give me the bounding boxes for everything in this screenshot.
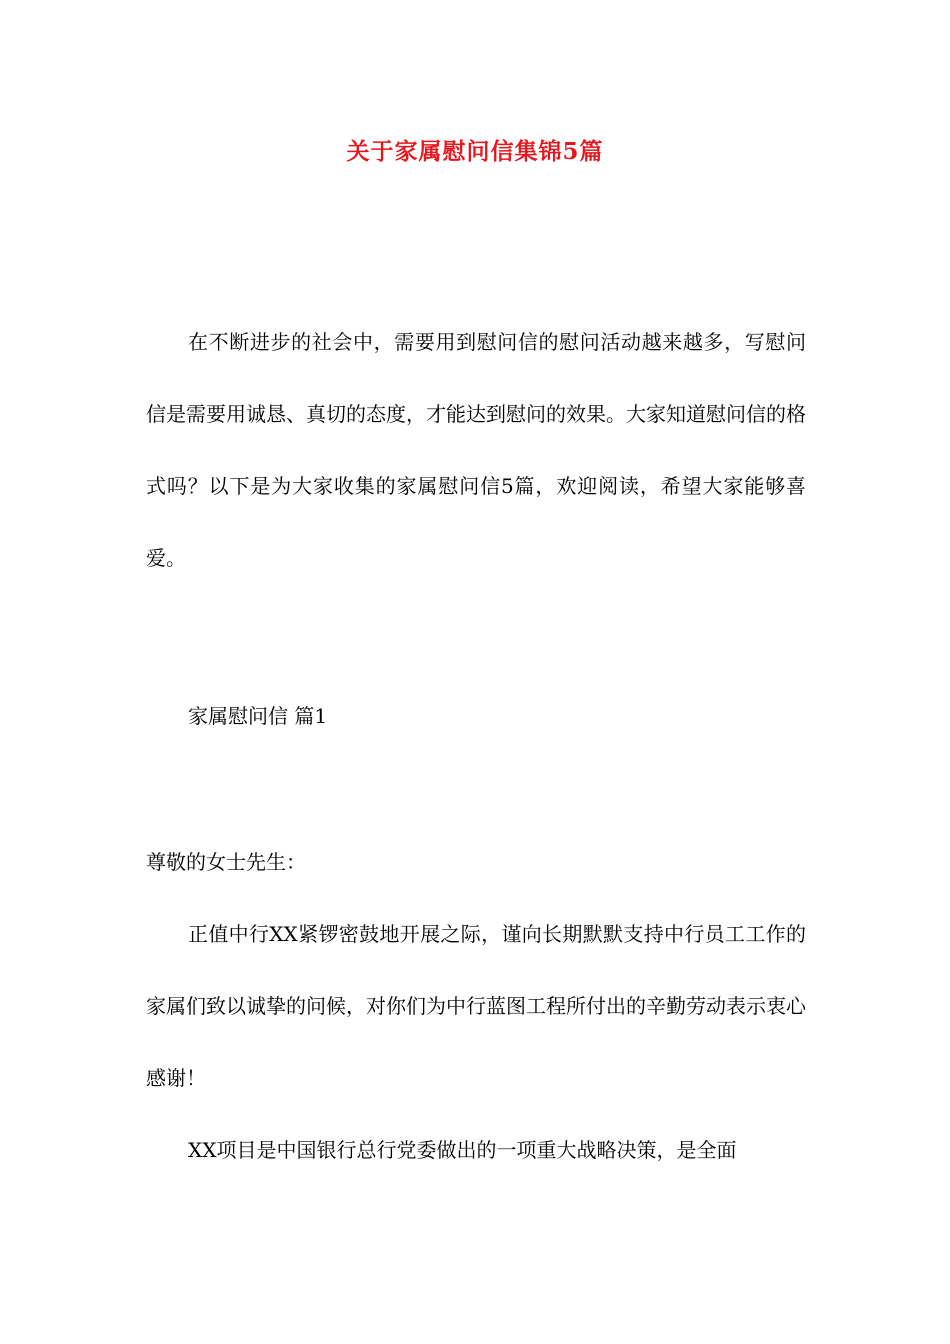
intro-paragraph: 在不断进步的社会中，需要用到慰问信的慰问活动越来越多，写慰问信是需要用诚恳、真切的态度，才能达到慰问的效果。大家知道慰问信的格式吗？以下是为大家收集的家属慰问信5篇，欢迎阅读，希望大家能够喜爱。 (146, 330, 806, 570)
document-title: 关于家属慰问信集锦5篇 (346, 138, 604, 165)
letter-paragraph-1: 正值中行XX紧锣密鼓地开展之际，谨向长期默默支持中行员工工作的家属们致以诚挚的问候，对你们为中行蓝图工程所付出的辛勤劳动表示衷心感谢！ (146, 922, 806, 1090)
section-heading: 家属慰问信 篇1 (188, 704, 328, 728)
salutation: 尊敬的女士先生： (146, 850, 306, 874)
letter-paragraph-2: XX项目是中国银行总行党委做出的一项重大战略决策，是全面 (188, 1138, 737, 1162)
